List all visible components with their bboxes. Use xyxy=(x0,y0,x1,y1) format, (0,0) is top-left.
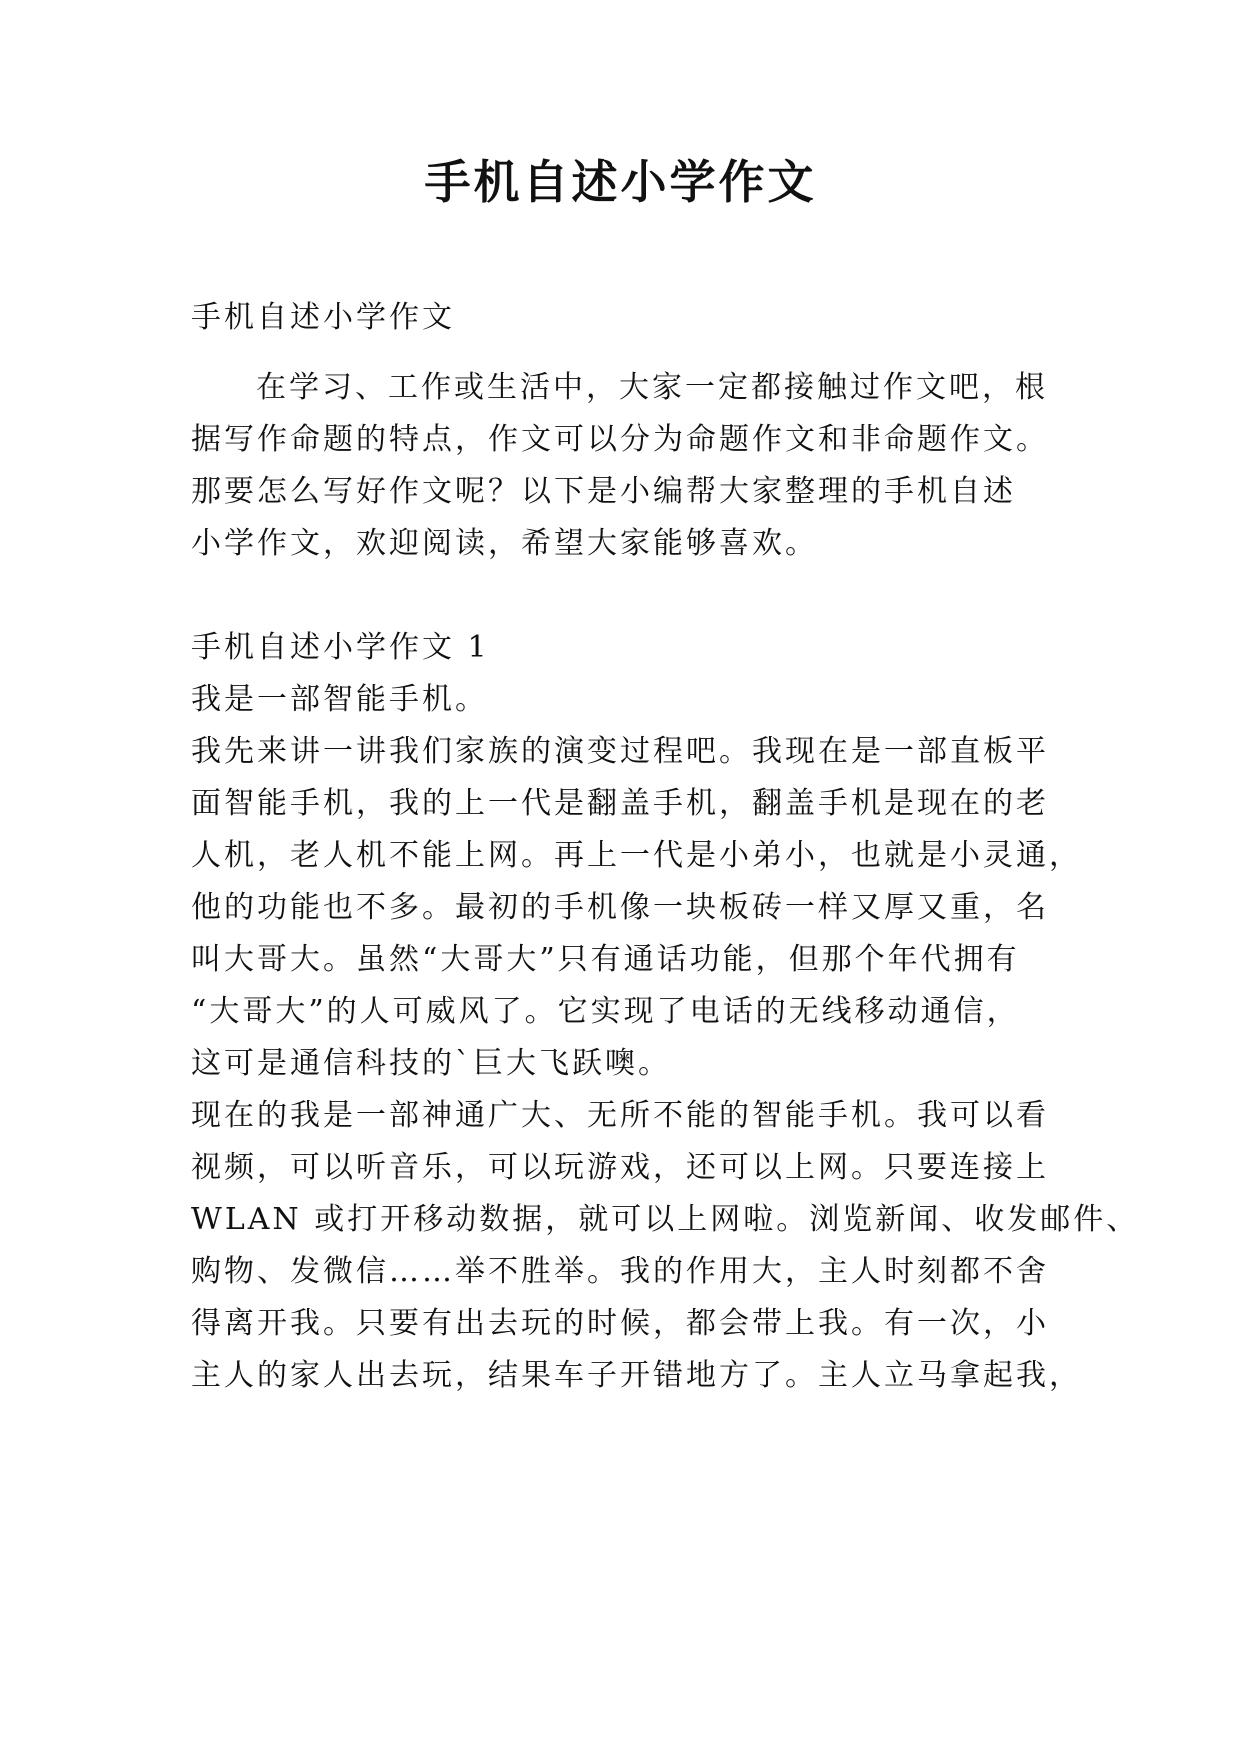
body-line: 他的功能也不多。最初的手机像一块板砖一样又厚又重，名 xyxy=(191,890,1049,925)
body-line: 叫大哥大。虽然“大哥大”只有通话功能，但那个年代拥有 xyxy=(191,942,1020,977)
intro-line: 据写作命题的特点，作文可以分为命题作文和非命题作文。 xyxy=(191,422,1049,457)
body-line: 我先来讲一讲我们家族的演变过程吧。我现在是一部直板平 xyxy=(191,734,1049,769)
body-line: 购物、发微信……举不胜举。我的作用大，主人时刻都不舍 xyxy=(191,1254,1049,1289)
body-line: 得离开我。只要有出去玩的时候，都会带上我。有一次，小 xyxy=(191,1306,1049,1341)
body-line: WLAN 或打开移动数据，就可以上网啦。浏览新闻、收发邮件、 xyxy=(191,1202,1140,1237)
body-line: 视频，可以听音乐，可以玩游戏，还可以上网。只要连接上 xyxy=(191,1150,1049,1185)
intro-line: 那要怎么写好作文呢？以下是小编帮大家整理的手机自述 xyxy=(191,474,1016,509)
body-line: 这可是通信科技的`巨大飞跃噢。 xyxy=(191,1046,671,1081)
body-line: 主人的家人出去玩，结果车子开错地方了。主人立马拿起我， xyxy=(191,1358,1082,1393)
intro-line: 小学作文，欢迎阅读，希望大家能够喜欢。 xyxy=(191,526,818,561)
document-title: 手机自述小学作文 xyxy=(424,155,817,209)
intro-line: 在学习、工作或生活中，大家一定都接触过作文吧，根 xyxy=(256,370,1048,405)
section-heading: 手机自述小学作文 1 xyxy=(191,630,490,665)
body-line: 面智能手机，我的上一代是翻盖手机，翻盖手机是现在的老 xyxy=(191,786,1049,821)
body-line: “大哥大”的人可威风了。它实现了电话的无线移动通信， xyxy=(191,994,1020,1029)
body-line: 我是一部智能手机。 xyxy=(191,682,488,717)
body-line: 人机，老人机不能上网。再上一代是小弟小，也就是小灵通， xyxy=(191,838,1082,873)
document-subtitle: 手机自述小学作文 xyxy=(191,300,455,335)
body-line: 现在的我是一部神通广大、无所不能的智能手机。我可以看 xyxy=(191,1098,1049,1133)
